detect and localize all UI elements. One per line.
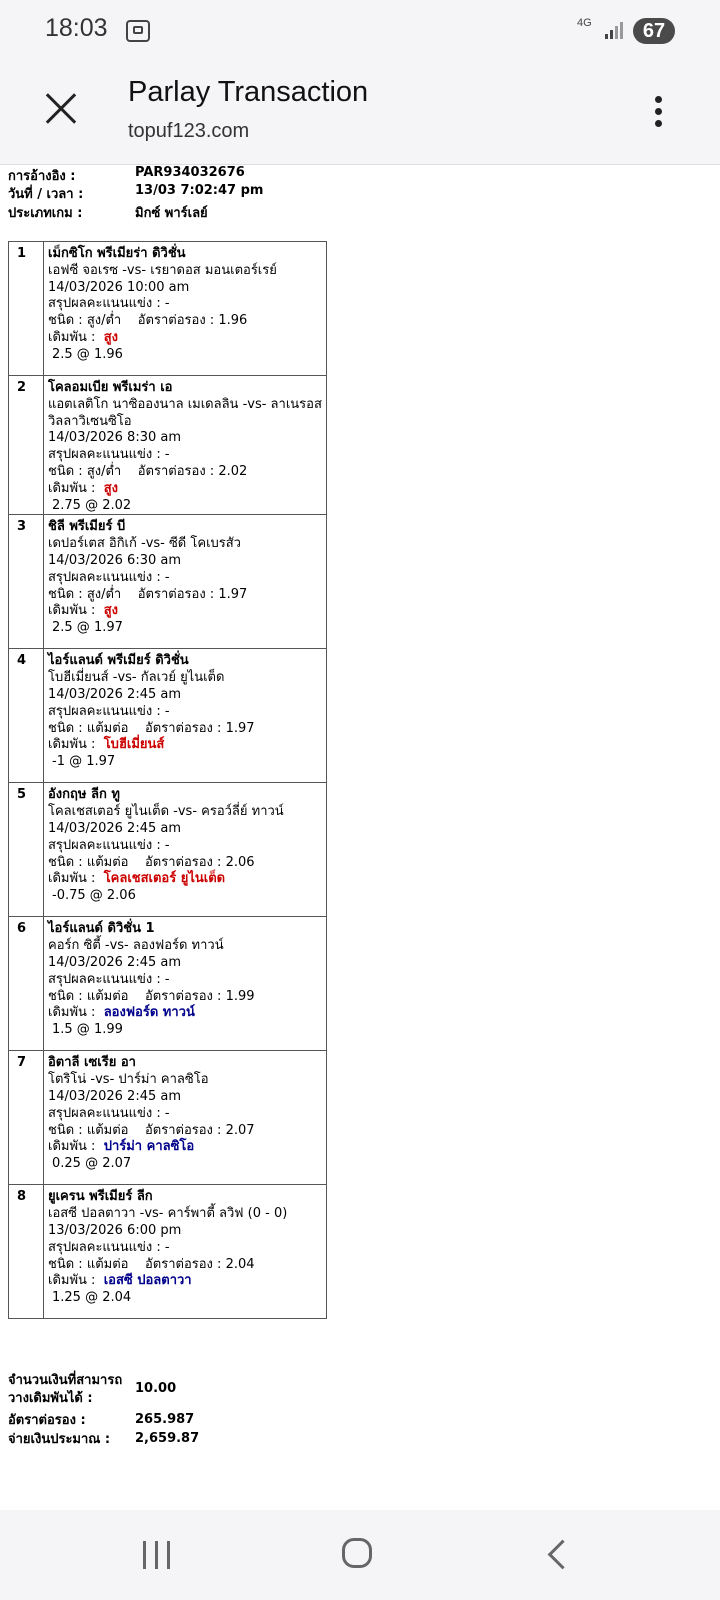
bet-label: เดิมพัน : <box>48 737 96 753</box>
gametype-value: มิกซ์ พาร์เลย์ <box>135 206 208 221</box>
type-label: ชนิด : <box>48 988 83 1004</box>
bet-label: เดิมพัน : <box>48 603 96 619</box>
type-label: ชนิด : <box>48 720 83 736</box>
ref-label: การอ้างอิง : <box>8 169 76 184</box>
transaction-content <box>0 165 720 1510</box>
datetime-value: 13/03 7:02:47 pm <box>135 183 264 198</box>
odds-value: 1.97 <box>218 586 248 602</box>
selection-value: โบฮีเมี่ยนส์ <box>103 737 165 753</box>
bet-result <box>48 296 323 313</box>
bet-number: 8 <box>9 1185 44 1319</box>
bet-selection <box>48 871 323 888</box>
app-bar <box>0 62 720 165</box>
bet-row <box>9 1051 327 1185</box>
page-url: topuf123.com <box>128 120 250 142</box>
odds-value: 1.97 <box>225 720 255 736</box>
bet-line: -1 @ 1.97 <box>52 754 116 770</box>
bet-row <box>9 515 327 649</box>
battery-icon: 67 <box>633 18 675 44</box>
type-value: สูง/ต่ำ <box>86 586 122 602</box>
total-odds-value: 265.987 <box>135 1412 195 1427</box>
bet-row <box>9 1185 327 1319</box>
bets-table <box>8 241 327 1319</box>
bet-type <box>48 1257 323 1274</box>
result-value: - <box>164 296 170 312</box>
bet-number: 5 <box>9 783 44 917</box>
bet-line: 2.5 @ 1.96 <box>52 346 123 362</box>
bet-line: 1.5 @ 1.99 <box>52 1022 123 1038</box>
type-value: แต้มต่อ <box>86 988 129 1004</box>
home-icon[interactable] <box>342 1538 372 1568</box>
bet-detail <box>44 1051 327 1185</box>
bet-selection <box>48 330 323 347</box>
bet-row <box>9 376 327 515</box>
result-value: - <box>164 837 170 853</box>
selection-value: โคลเชสเตอร์ ยูไนเต็ด <box>103 871 226 887</box>
bet-type <box>48 587 323 604</box>
bet-result <box>48 1240 323 1257</box>
bet-result <box>48 1106 323 1123</box>
type-label: ชนิด : <box>48 1122 83 1138</box>
result-label: สรุปผลคะแนนแข่ง : <box>48 703 161 719</box>
odds-value: 2.06 <box>225 854 255 870</box>
bet-match: เอฟซี จอเรซ -vs- เรยาดอส มอนเตอร์เรย์ <box>48 262 277 278</box>
bet-datetime: 14/03/2026 8:30 am <box>48 430 182 446</box>
bet-number: 7 <box>9 1051 44 1185</box>
bet-label: เดิมพัน : <box>48 329 96 345</box>
gametype-label: ประเภทเกม : <box>8 206 83 221</box>
signal-icon <box>604 20 624 40</box>
page-title: Parlay Transaction <box>128 76 369 108</box>
bet-league: ชิลี พรีเมียร์ บี <box>48 519 126 535</box>
status-bar <box>0 0 720 62</box>
type-value: แต้มต่อ <box>86 1122 129 1138</box>
bet-league: โคลอมเบีย พรีเมร่า เอ <box>48 380 173 395</box>
bet-selection <box>48 1139 323 1156</box>
bet-number: 6 <box>9 917 44 1051</box>
result-value: - <box>164 447 170 463</box>
odds-value: 1.99 <box>225 988 255 1004</box>
bet-match: แอตเลติโก นาซิอองนาล เมเดลลิน -vs- ลาเนรอส วิลลาวิเซนซิโอ <box>48 396 322 429</box>
selection-value: เอสซี ปอลตาวา <box>103 1273 192 1289</box>
bet-datetime: 14/03/2026 2:45 am <box>48 820 182 836</box>
type-label: ชนิด : <box>48 586 83 602</box>
bet-detail <box>44 1185 327 1319</box>
bet-league: เม็กซิโก พรีเมียร่า ดิวิชั่น <box>48 246 186 261</box>
stake-label: จำนวนเงินที่สามารถวางเดิมพันได้ : <box>8 1373 123 1406</box>
bet-datetime: 14/03/2026 2:45 am <box>48 954 182 970</box>
bet-number: 4 <box>9 649 44 783</box>
type-label: ชนิด : <box>48 854 83 870</box>
bet-row <box>9 242 327 376</box>
result-label: สรุปผลคะแนนแข่ง : <box>48 837 161 853</box>
bet-number: 3 <box>9 515 44 649</box>
bet-row <box>9 783 327 917</box>
bet-result <box>48 972 323 989</box>
odds-label: อัตราต่อรอง : <box>137 313 215 329</box>
total-odds-label: อัตราต่อรอง : <box>8 1413 86 1428</box>
payout-label: จ่ายเงินประมาณ : <box>8 1432 111 1447</box>
bet-row <box>9 649 327 783</box>
bet-selection <box>48 737 323 754</box>
bet-label: เดิมพัน : <box>48 480 96 496</box>
bet-number: 1 <box>9 242 44 376</box>
selection-value: สูง <box>103 603 118 619</box>
datetime-label: วันที่ / เวลา : <box>8 187 84 202</box>
bet-detail <box>44 783 327 917</box>
result-label: สรุปผลคะแนนแข่ง : <box>48 296 161 312</box>
bet-detail <box>44 649 327 783</box>
screen-record-icon <box>126 20 150 42</box>
bet-label: เดิมพัน : <box>48 1139 96 1155</box>
result-value: - <box>164 569 170 585</box>
bet-datetime: 14/03/2026 10:00 am <box>48 279 190 295</box>
recent-apps-icon[interactable] <box>143 1541 171 1569</box>
type-label: ชนิด : <box>48 313 83 329</box>
result-label: สรุปผลคะแนนแข่ง : <box>48 1105 161 1121</box>
selection-value: สูง <box>103 329 118 345</box>
bet-selection <box>48 603 323 620</box>
bet-match: คอร์ก ซิตี้ -vs- ลองฟอร์ด ทาวน์ <box>48 938 224 954</box>
odds-value: 2.04 <box>225 1256 255 1272</box>
bet-result <box>48 704 323 721</box>
bet-selection <box>48 1005 323 1022</box>
bet-match: โคลเชสเตอร์ ยูไนเต็ด -vs- ครอว์ลี่ย์ ทาวน์ <box>48 804 284 820</box>
bet-type <box>48 989 323 1006</box>
bet-detail <box>44 242 327 376</box>
result-label: สรุปผลคะแนนแข่ง : <box>48 447 161 463</box>
odds-value: 2.02 <box>218 463 248 479</box>
bet-label: เดิมพัน : <box>48 1005 96 1021</box>
odds-value: 1.96 <box>218 313 248 329</box>
result-label: สรุปผลคะแนนแข่ง : <box>48 1239 161 1255</box>
more-options-icon[interactable] <box>652 96 664 130</box>
bet-row <box>9 917 327 1051</box>
bet-line: -0.75 @ 2.06 <box>52 888 136 904</box>
result-value: - <box>164 971 170 987</box>
bet-league: ไอร์แลนด์ ดิวิชั่น 1 <box>48 921 155 937</box>
selection-value: ลองฟอร์ด ทาวน์ <box>103 1005 195 1021</box>
bet-datetime: 14/03/2026 2:45 am <box>48 686 182 702</box>
type-value: แต้มต่อ <box>86 854 129 870</box>
odds-label: อัตราต่อรอง : <box>144 1122 222 1138</box>
bet-label: เดิมพัน : <box>48 871 96 887</box>
payout-value: 2,659.87 <box>135 1431 200 1446</box>
bet-league: อังกฤษ ลีก ทู <box>48 787 120 803</box>
result-value: - <box>164 703 170 719</box>
type-value: แต้มต่อ <box>86 1256 129 1272</box>
odds-label: อัตราต่อรอง : <box>144 720 222 736</box>
bet-selection <box>48 1273 323 1290</box>
bet-detail <box>44 376 327 515</box>
bet-datetime: 14/03/2026 2:45 am <box>48 1088 182 1104</box>
selection-value: ปาร์ม่า คาลซิโอ <box>103 1139 195 1155</box>
odds-label: อัตราต่อรอง : <box>137 586 215 602</box>
bet-league: ยูเครน พรีเมียร์ ลีก <box>48 1189 153 1205</box>
odds-label: อัตราต่อรอง : <box>144 854 222 870</box>
bet-label: เดิมพัน : <box>48 1273 96 1289</box>
result-value: - <box>164 1105 170 1121</box>
result-value: - <box>164 1239 170 1255</box>
type-label: ชนิด : <box>48 1256 83 1272</box>
odds-label: อัตราต่อรอง : <box>144 988 222 1004</box>
bet-match: โบฮีเมี่ยนส์ -vs- กัลเวย์ ยูไนเต็ด <box>48 670 225 686</box>
bet-match: เดปอร์เตส อิกิเก้ -vs- ซีดี โคเบรสัว <box>48 536 241 552</box>
selection-value: สูง <box>103 480 118 496</box>
odds-value: 2.07 <box>225 1122 255 1138</box>
bet-line: 2.75 @ 2.02 <box>52 497 132 513</box>
bet-detail <box>44 917 327 1051</box>
bet-type <box>48 855 323 872</box>
odds-label: อัตราต่อรอง : <box>144 1256 222 1272</box>
bet-line: 2.5 @ 1.97 <box>52 620 123 636</box>
result-label: สรุปผลคะแนนแข่ง : <box>48 569 161 585</box>
bet-match: โตริโน่ -vs- ปาร์ม่า คาลซิโอ <box>48 1072 209 1088</box>
bet-detail <box>44 515 327 649</box>
bet-datetime: 14/03/2026 6:30 am <box>48 552 182 568</box>
bet-line: 1.25 @ 2.04 <box>52 1290 132 1306</box>
bet-type <box>48 464 323 481</box>
back-icon[interactable] <box>548 1540 578 1570</box>
bet-result <box>48 447 323 464</box>
bet-league: ไอร์แลนด์ พรีเมียร์ ดิวิชั่น <box>48 653 189 669</box>
ref-value: PAR934032676 <box>135 165 245 180</box>
stake-value: 10.00 <box>135 1381 177 1396</box>
odds-label: อัตราต่อรอง : <box>137 463 215 479</box>
bet-match: เอสซี ปอลตาวา -vs- คาร์พาตี้ ลวิฟ (0 - 0) <box>48 1206 288 1222</box>
bet-league: อิตาลี เซเรีย อา <box>48 1055 136 1071</box>
type-label: ชนิด : <box>48 463 83 479</box>
result-label: สรุปผลคะแนนแข่ง : <box>48 971 161 987</box>
status-time: 18:03 <box>45 14 108 42</box>
close-icon[interactable] <box>44 92 78 126</box>
bet-number: 2 <box>9 376 44 515</box>
bet-result <box>48 570 323 587</box>
bet-result <box>48 838 323 855</box>
bet-line: 0.25 @ 2.07 <box>52 1156 132 1172</box>
bet-datetime: 13/03/2026 6:00 pm <box>48 1222 182 1238</box>
bet-type <box>48 1123 323 1140</box>
type-value: สูง/ต่ำ <box>86 463 122 479</box>
type-value: สูง/ต่ำ <box>86 313 122 329</box>
type-value: แต้มต่อ <box>86 720 129 736</box>
bet-selection <box>48 481 323 498</box>
bet-type <box>48 721 323 738</box>
navigation-bar <box>0 1510 720 1600</box>
network-type-icon: 4G <box>577 17 592 29</box>
bet-type <box>48 313 323 330</box>
